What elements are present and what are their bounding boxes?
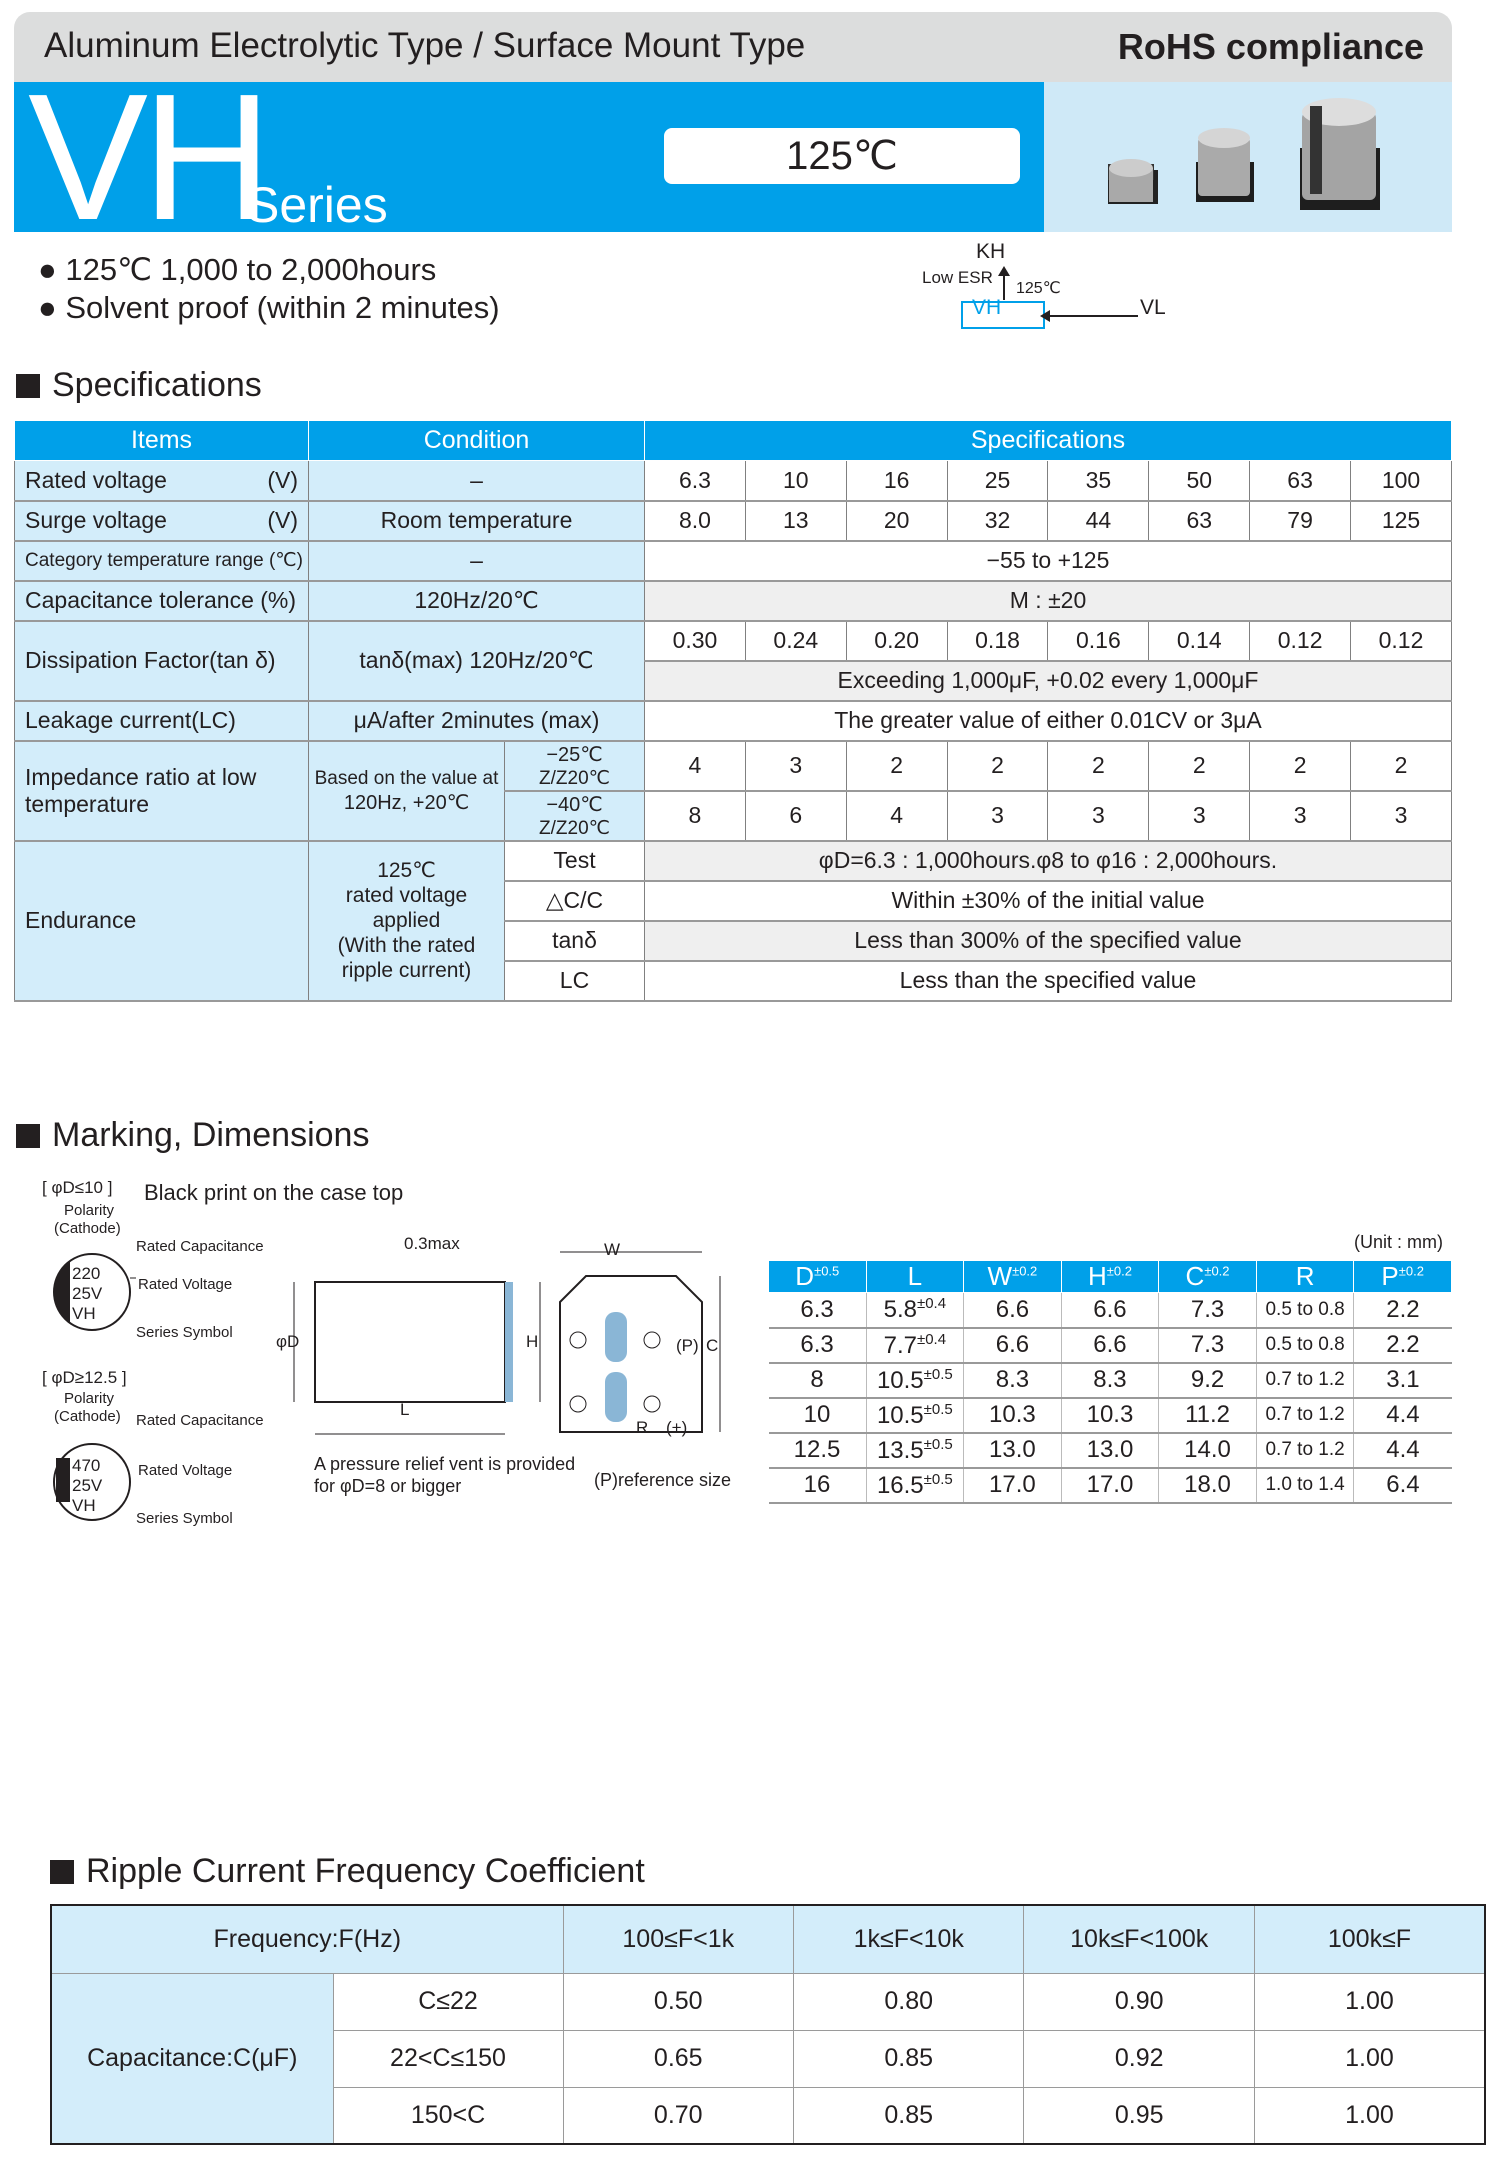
small-marking-text: 220 25V VH (72, 1264, 103, 1323)
cell: 0.14 (1149, 621, 1250, 661)
row-cond: – (309, 541, 645, 581)
max-label: 0.3max (404, 1234, 460, 1253)
cell: $13.5^{\pm 0.5}$ (866, 1433, 964, 1468)
cell: 10 (745, 461, 846, 501)
dim-col: R (1256, 1261, 1354, 1293)
cell: 0.65 (563, 2030, 793, 2087)
cell: 7.3 (1159, 1328, 1257, 1363)
cell: 79 (1250, 501, 1351, 541)
cell: 2 (1149, 741, 1250, 791)
row-endurance (15, 841, 1452, 881)
table-row (769, 1468, 1452, 1503)
cell: Exceeding 1,000μF, +0.02 every 1,000μF (645, 661, 1452, 701)
print-note: Black print on the case top (144, 1180, 404, 1205)
imp-temp: −40℃ Z/Z20℃ (505, 791, 645, 841)
cell: 0.70 (563, 2087, 793, 2144)
cell: 32 (947, 501, 1048, 541)
cell: 13.0 (1061, 1433, 1159, 1468)
cell: Less than the specified value (645, 961, 1452, 1001)
end-key: tanδ (505, 921, 645, 961)
r-label: R (636, 1418, 649, 1437)
cell: 0.85 (794, 2030, 1024, 2087)
cell: 8.0 (645, 501, 746, 541)
family-diagram (900, 238, 1200, 338)
row-cond: 120Hz/20℃ (309, 581, 645, 621)
ripple-heading-text: Ripple Current Frequency Coefficient (86, 1852, 645, 1890)
cap-label: Capacitance:C(μF) (51, 1973, 333, 2144)
large-marking-text: 470 25V VH (72, 1456, 103, 1515)
family-lowesr: Low ESR (922, 268, 993, 287)
cell: 4.4 (1354, 1398, 1452, 1433)
cell: 100 (1351, 461, 1452, 501)
row-surge-voltage (15, 501, 1452, 541)
imp-temp: −25℃ Z/Z20℃ (505, 741, 645, 791)
band: 1k≤F<10k (794, 1905, 1024, 1973)
cell: 0.12 (1250, 621, 1351, 661)
cell: 25 (947, 461, 1048, 501)
cell: 16 (769, 1468, 867, 1503)
ripple-table (50, 1904, 1486, 2145)
row-label: Impedance ratio at low temperature (15, 741, 309, 841)
band: 100k≤F (1254, 1905, 1485, 1973)
rated-cap-label: Rated Capacitance (136, 1412, 264, 1429)
marking-diagram (20, 1172, 760, 1532)
rated-volt-label: Rated Voltage (138, 1462, 233, 1479)
marking-heading-text: Marking, Dimensions (52, 1116, 370, 1154)
row-label: Surge voltage (V) (15, 501, 309, 541)
cell: 6.6 (964, 1328, 1062, 1363)
row-cond: μA/after 2minutes (max) (309, 701, 645, 741)
dim-col: L (866, 1261, 964, 1293)
spec-table (14, 420, 1452, 1002)
cell: $10.5^{\pm 0.5}$ (866, 1363, 964, 1398)
end-key: Test (505, 841, 645, 881)
row-category-temp (15, 541, 1452, 581)
cell: 0.50 (563, 1973, 793, 2030)
cell: 3 (745, 741, 846, 791)
table-row (769, 1398, 1452, 1433)
spec-heading-text: Specifications (52, 366, 262, 404)
cell: C≤22 (333, 1973, 563, 2030)
cell: 3 (1149, 791, 1250, 841)
cell: 3 (1351, 791, 1452, 841)
row-impedance (15, 741, 1452, 791)
table-row (769, 1328, 1452, 1363)
row-cond: – (309, 461, 645, 501)
row-cond: 125℃ rated voltage applied (With the rated ripple current) (309, 841, 505, 1001)
col-specifications: Specifications (645, 421, 1452, 461)
p-label: (P) (676, 1336, 699, 1355)
cell: 0.95 (1024, 2087, 1254, 2144)
cell: 17.0 (1061, 1468, 1159, 1503)
table-row (769, 1433, 1452, 1468)
band: 100≤F<1k (563, 1905, 793, 1973)
col-items: Items (15, 421, 309, 461)
feature-item: ● Solvent proof (within 2 minutes) (38, 290, 500, 325)
cell: 63 (1250, 461, 1351, 501)
c-label: C (706, 1336, 719, 1355)
cell: 10.3 (964, 1398, 1062, 1433)
unit-label: (Unit : mm) (1354, 1232, 1443, 1252)
row-cond: Based on the value at 120Hz, +20℃ (309, 741, 505, 841)
family-kh: KH (976, 240, 1006, 263)
row-leakage (15, 701, 1452, 741)
row-label: Rated voltage (V) (15, 461, 309, 501)
cell: 8 (769, 1363, 867, 1398)
cell: Less than 300% of the specified value (645, 921, 1452, 961)
cell: $7.7^{\pm 0.4}$ (866, 1328, 964, 1363)
phid-label: φD (276, 1332, 300, 1351)
cell: 0.12 (1351, 621, 1452, 661)
cell: 10.3 (1061, 1398, 1159, 1433)
family-vl: VL (1140, 296, 1166, 319)
polarity-label: Polarity (64, 1202, 115, 1219)
series-word: Series (246, 177, 388, 233)
rated-volt-label: Rated Voltage (138, 1276, 233, 1293)
family-temp: 125℃ (1016, 280, 1061, 297)
cell: 20 (846, 501, 947, 541)
cell: 63 (1149, 501, 1250, 541)
cell: M : ±20 (645, 581, 1452, 621)
cell: 8.3 (1061, 1363, 1159, 1398)
cell: 10 (769, 1398, 867, 1433)
cell: 11.2 (1159, 1398, 1257, 1433)
cell: 0.85 (794, 2087, 1024, 2144)
h-label: H (526, 1332, 539, 1351)
rated-cap-label: Rated Capacitance (136, 1238, 264, 1255)
marking-heading (16, 1116, 369, 1155)
cell: 7.3 (1159, 1293, 1257, 1328)
cell: 3 (1048, 791, 1149, 841)
row-label: Capacitance tolerance (%) (15, 581, 309, 621)
vent-note: A pressure relief vent is provided (314, 1454, 576, 1474)
end-key: △C/C (505, 881, 645, 921)
series-code: VH (28, 57, 267, 258)
row-dissipation (15, 621, 1452, 661)
cell: 2 (1048, 741, 1149, 791)
cell: 1.00 (1254, 2087, 1485, 2144)
cell: Within ±30% of the initial value (645, 881, 1452, 921)
cell: 4 (645, 741, 746, 791)
cell: 12.5 (769, 1433, 867, 1468)
table-row (769, 1293, 1452, 1328)
cell: 4 (846, 791, 947, 841)
cell: 1.00 (1254, 2030, 1485, 2087)
product-photo (1044, 82, 1452, 232)
large-case-label: [ φD≥12.5 ] (42, 1368, 127, 1387)
square-bullet-icon (50, 1860, 74, 1884)
square-bullet-icon (16, 374, 40, 398)
row-cap-tolerance (15, 581, 1452, 621)
cell: 0.30 (645, 621, 746, 661)
cell: 0.24 (745, 621, 846, 661)
cell: 0.16 (1048, 621, 1149, 661)
cell: 6.6 (1061, 1328, 1159, 1363)
cell: 0.90 (1024, 1973, 1254, 2030)
cathode-label: (Cathode) (54, 1408, 121, 1425)
cell: 3.1 (1354, 1363, 1452, 1398)
cell: 6.3 (769, 1328, 867, 1363)
cell: 0.20 (846, 621, 947, 661)
cell: 6 (745, 791, 846, 841)
cell: 125 (1351, 501, 1452, 541)
dim-header (769, 1261, 1452, 1293)
spec-heading (16, 366, 262, 405)
temp-badge: 125℃ (664, 128, 1020, 184)
dim-col: $P^{\pm 0.2}$ (1354, 1261, 1452, 1293)
row-label: Dissipation Factor(tan δ) (15, 621, 309, 701)
cell: 3 (1250, 791, 1351, 841)
cell: 2 (1351, 741, 1452, 791)
cell: 6.3 (645, 461, 746, 501)
w-label: W (604, 1240, 621, 1259)
feature-text: 125℃ 1,000 to 2,000hours (65, 252, 437, 287)
cell: −55 to +125 (645, 541, 1452, 581)
cell: 9.2 (1159, 1363, 1257, 1398)
family-vh: VH (972, 296, 1002, 319)
polarity-label: Polarity (64, 1390, 115, 1407)
cell: 150<C (333, 2087, 563, 2144)
plus-label: (+) (666, 1418, 688, 1437)
cell: 0.7 to 1.2 (1256, 1363, 1354, 1398)
rohs-label: RoHS compliance (1117, 26, 1424, 67)
cell: 22<C≤150 (333, 2030, 563, 2087)
feature-text: Solvent proof (within 2 minutes) (65, 290, 500, 325)
row-cond: Room temperature (309, 501, 645, 541)
cell: 2 (1250, 741, 1351, 791)
dimensions-table (768, 1260, 1452, 1504)
ref-note: (P)reference size (594, 1470, 732, 1490)
series-symbol-label: Series Symbol (136, 1510, 233, 1527)
cell: 44 (1048, 501, 1149, 541)
dim-col: $D^{\pm 0.5}$ (769, 1261, 867, 1293)
cell: 2 (846, 741, 947, 791)
cell: 6.3 (769, 1293, 867, 1328)
cell: 0.80 (794, 1973, 1024, 2030)
dim-col: $H^{\pm 0.2}$ (1061, 1261, 1159, 1293)
cell: 1.00 (1254, 1973, 1485, 2030)
cell: 16 (846, 461, 947, 501)
cell: 4.4 (1354, 1433, 1452, 1468)
cell: 2 (947, 741, 1048, 791)
cell: 50 (1149, 461, 1250, 501)
dim-col: $C^{\pm 0.2}$ (1159, 1261, 1257, 1293)
cell: $10.5^{\pm 0.5}$ (866, 1398, 964, 1433)
cell: 18.0 (1159, 1468, 1257, 1503)
table-row (769, 1363, 1452, 1398)
cell: 17.0 (964, 1468, 1062, 1503)
cell: 14.0 (1159, 1433, 1257, 1468)
cell: 0.5 to 0.8 (1256, 1293, 1354, 1328)
cell: The greater value of either 0.01CV or 3μA (645, 701, 1452, 741)
freq-label: Frequency:F(Hz) (51, 1905, 563, 1973)
cell: $5.8^{\pm 0.4}$ (866, 1293, 964, 1328)
cell: 13 (745, 501, 846, 541)
row-label: Leakage current(LC) (15, 701, 309, 741)
cell: 8.3 (964, 1363, 1062, 1398)
row-rated-voltage (15, 461, 1452, 501)
cell: 1.0 to 1.4 (1256, 1468, 1354, 1503)
band: 10k≤F<100k (1024, 1905, 1254, 1973)
small-case-label: [ φD≤10 ] (42, 1178, 113, 1197)
cell: 0.92 (1024, 2030, 1254, 2087)
cell: 8 (645, 791, 746, 841)
cell: 13.0 (964, 1433, 1062, 1468)
table-row (51, 1973, 1485, 2030)
cell: 0.7 to 1.2 (1256, 1433, 1354, 1468)
doc-title: Aluminum Electrolytic Type / Surface Mount Type (44, 26, 806, 65)
row-cond: tanδ(max) 120Hz/20℃ (309, 621, 645, 701)
cell: 2.2 (1354, 1328, 1452, 1363)
cell: $16.5^{\pm 0.5}$ (866, 1468, 964, 1503)
cell: 6.6 (1061, 1293, 1159, 1328)
dim-col: $W^{\pm 0.2}$ (964, 1261, 1062, 1293)
cell: 0.5 to 0.8 (1256, 1328, 1354, 1363)
cell: 6.6 (964, 1293, 1062, 1328)
ripple-heading (50, 1852, 645, 1891)
cell: 35 (1048, 461, 1149, 501)
end-key: LC (505, 961, 645, 1001)
cell: φD=6.3 : 1,000hours.φ8 to φ16 : 2,000hours. (645, 841, 1452, 881)
col-condition: Condition (309, 421, 645, 461)
feature-item: ● 125℃ 1,000 to 2,000hours (38, 252, 437, 287)
cell: 6.4 (1354, 1468, 1452, 1503)
cathode-label: (Cathode) (54, 1220, 121, 1237)
row-label: Endurance (15, 841, 309, 1001)
row-label: Category temperature range (℃) (15, 541, 309, 581)
capacitor-photo-image (1044, 82, 1452, 232)
cell: 2.2 (1354, 1293, 1452, 1328)
series-symbol-label: Series Symbol (136, 1324, 233, 1341)
cell: 0.18 (947, 621, 1048, 661)
ripple-header (51, 1905, 1485, 1973)
cell: 0.7 to 1.2 (1256, 1398, 1354, 1433)
square-bullet-icon (16, 1124, 40, 1148)
vent-note-2: for φD=8 or bigger (314, 1476, 462, 1496)
cell: 3 (947, 791, 1048, 841)
l-label: L (400, 1400, 410, 1419)
